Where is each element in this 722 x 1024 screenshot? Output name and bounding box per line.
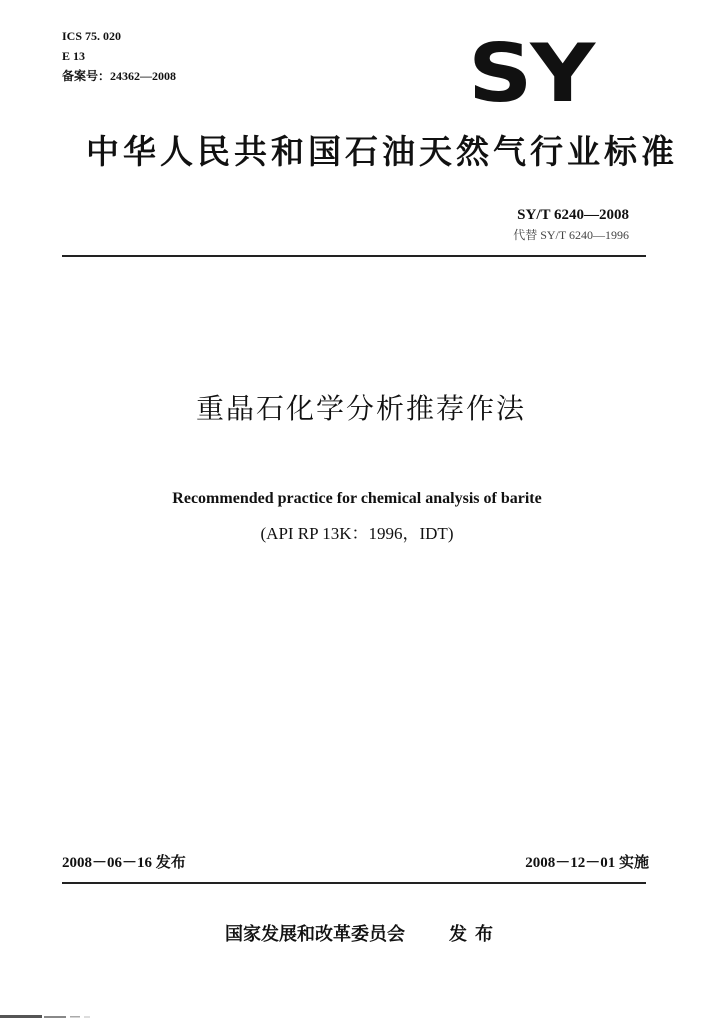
standard-category-title: 中华人民共和国石油天然气行业标准 — [86, 132, 678, 171]
standard-number: SY/T 6240—2008 — [517, 207, 629, 223]
classification-code: E 13 — [62, 49, 86, 63]
api-reference: (API RP 13K：1996，IDT) — [260, 524, 454, 543]
bottom-divider — [62, 882, 646, 884]
scan-artifact — [0, 1014, 100, 1020]
registration-number: 备案号：24362—2008 — [62, 69, 177, 83]
implementation-date: 2008－12－01 实施 — [525, 855, 649, 871]
sy-logo: SY — [468, 27, 593, 120]
publish-date: 2008－06－16 发布 — [62, 855, 186, 871]
issuing-authority: 国家发展和改革委员会 — [225, 924, 405, 945]
ics-code: ICS 75. 020 — [62, 29, 122, 43]
issue-label: 发布 — [449, 924, 501, 945]
top-divider — [62, 255, 646, 257]
replaces-standard: 代替 SY/T 6240—1996 — [513, 228, 629, 242]
document-title-chinese: 重晶石化学分析推荐作法 — [195, 392, 526, 425]
document-title-english: Recommended practice for chemical analysis of barite — [172, 490, 542, 507]
